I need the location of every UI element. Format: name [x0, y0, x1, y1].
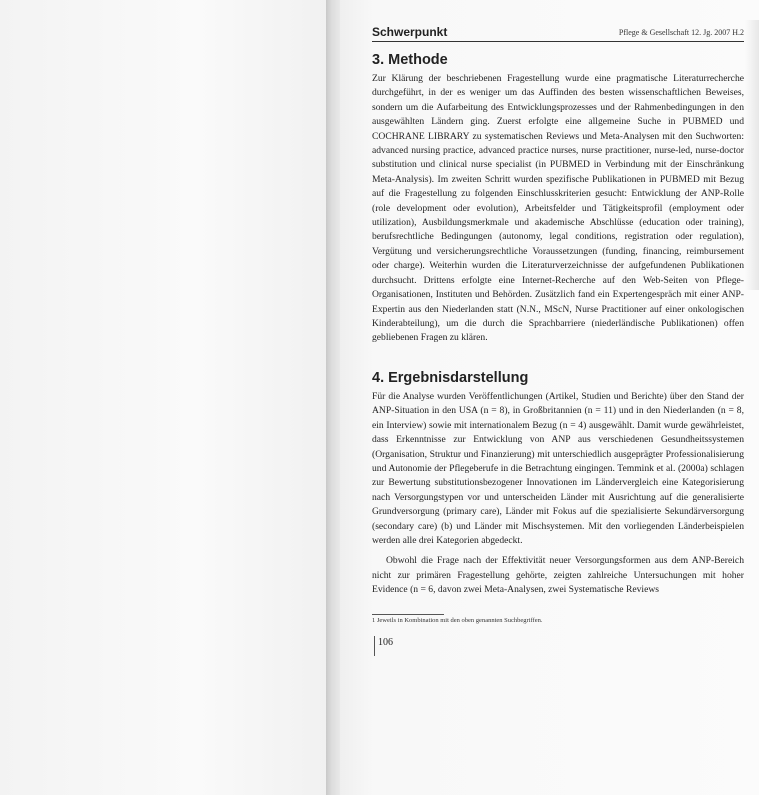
methode-paragraph: Zur Klärung der beschriebenen Fragestellung wurde eine pragmatische Literaturrecherche durchgeführt, in der es weniger um das Auffinden des besten wissenschaftlichen Beweises, sondern um die Aufarbeitung des Entwicklungsprozesses und der Rahmenbedingungen in den ausgewählten Ländern ging. Zuerst erfolgte eine allgemeine Suche in PUBMED und COCHRANE LIBRARY zu systematischen Reviews und Meta-Analysen mit den Suchworten: advanced nursing practice, advanced practice nurses, nurse practitioner, nurse-led, nurse-doctor substitution und clinical nurse specialist (in PUBMED in Verbindung mit der Einschränkung Meta-Analysis). Im zweiten Schritt wurden spezifische Publikationen in PUBMED mit Bezug auf die Fragestellung zu folgenden Einschlusskriterien gesucht: Entwicklung der ANP-Rolle (role development oder evolution), Arbeitsfelder und Tätigkeitsprofil (employment oder utilization), Ausbildungsmerkmale und akademische Abschlüsse (education oder training), berufsrechtliche Bedingungen (autonomy, legal conditions, registration oder regulation), Vergütung und versicherungsrechtliche Voraussetzungen (funding, financing, reimbursement oder charge). Weiterhin wurden die Literaturverzeichnisse der aufgefundenen Publikationen durchsucht. Drittens erfolgte eine Internet-Recherche auf den Web-Seiten von Pflege-Organisationen, Instituten und Behörden. Zusätzlich fand ein Expertengespräch mit einer ANP-Expertin aus den Niederlanden statt (N.N., MScN, Nurse Practitioner auf einer onkologischen Kinderabteilung), um die durch die Sprachbarriere (niederländische Publikationen) offen gebliebenen Fragen zu klären. [372, 73, 744, 344]
left-page-blank [0, 0, 326, 795]
book-spine [326, 0, 340, 795]
ergebnis-paragraph-1: Für die Analyse wurden Veröffentlichungen (Artikel, Studien und Berichte) über den Stand der ANP-Situation in den USA (n = 8), in Großbritannien (n = 11) und in den Niederlanden (n = 8, ein Interview) sowie mit internationalem Bezug (n = 4) ausgewählt. Damit wurde gewährleistet, dass Erkenntnisse zur Entwicklung von ANP aus verschiedenen Gesundheitssystemen (Organisation, Struktur und Finanzierung) mit unterschiedlich ausgeprägter Professionalisierung und Autonomie der Pflegeberufe in die Betrachtung eingingen. Temmink et al. (2000a) schlagen zur Bewertung substitutionsbezogener Innovationen im Ländervergleich eine Kategorisierung nach Versorgungstypen vor und unterscheiden Länder mit Ausrichtung auf die generalisierte Grundversorgung (primary care), Länder mit Fokus auf die spezialisierte Sekundärversorgung (secondary care) (b) und Länder mit Mischsystemen. Mit den vorliegenden Länderbeispielen werden alle drei Kategorien abgedeckt. [372, 391, 744, 547]
ergebnis-paragraph-2: Obwohl die Frage nach der Effektivität neuer Versorgungsformen aus dem ANP-Bereich nicht zur primären Fragestellung gehörte, zeigten zahlreiche Untersuchungen mit hoher Evidence (n = 6, davon zwei Meta-Analysen, zwei Systematische Reviews [372, 555, 744, 596]
heading-methode: 3. Methode [372, 52, 448, 68]
heading-ergebnisdarstellung: 4. Ergebnisdarstellung [372, 370, 529, 386]
footnote-divider [372, 614, 444, 615]
section-ergebnis-body [372, 390, 744, 598]
header-rubric: Schwerpunkt [372, 25, 448, 39]
page-edge-shadow [745, 20, 759, 290]
page-number: 106 [378, 637, 393, 648]
page-number-rule [374, 636, 375, 656]
section-methode-body [372, 72, 744, 346]
footnote: 1 Jeweils in Kombination mit den oben genannten Suchbegriffen. [372, 617, 543, 624]
running-header [372, 25, 744, 42]
header-journal: Pflege & Gesellschaft 12. Jg. 2007 H.2 [618, 28, 744, 37]
